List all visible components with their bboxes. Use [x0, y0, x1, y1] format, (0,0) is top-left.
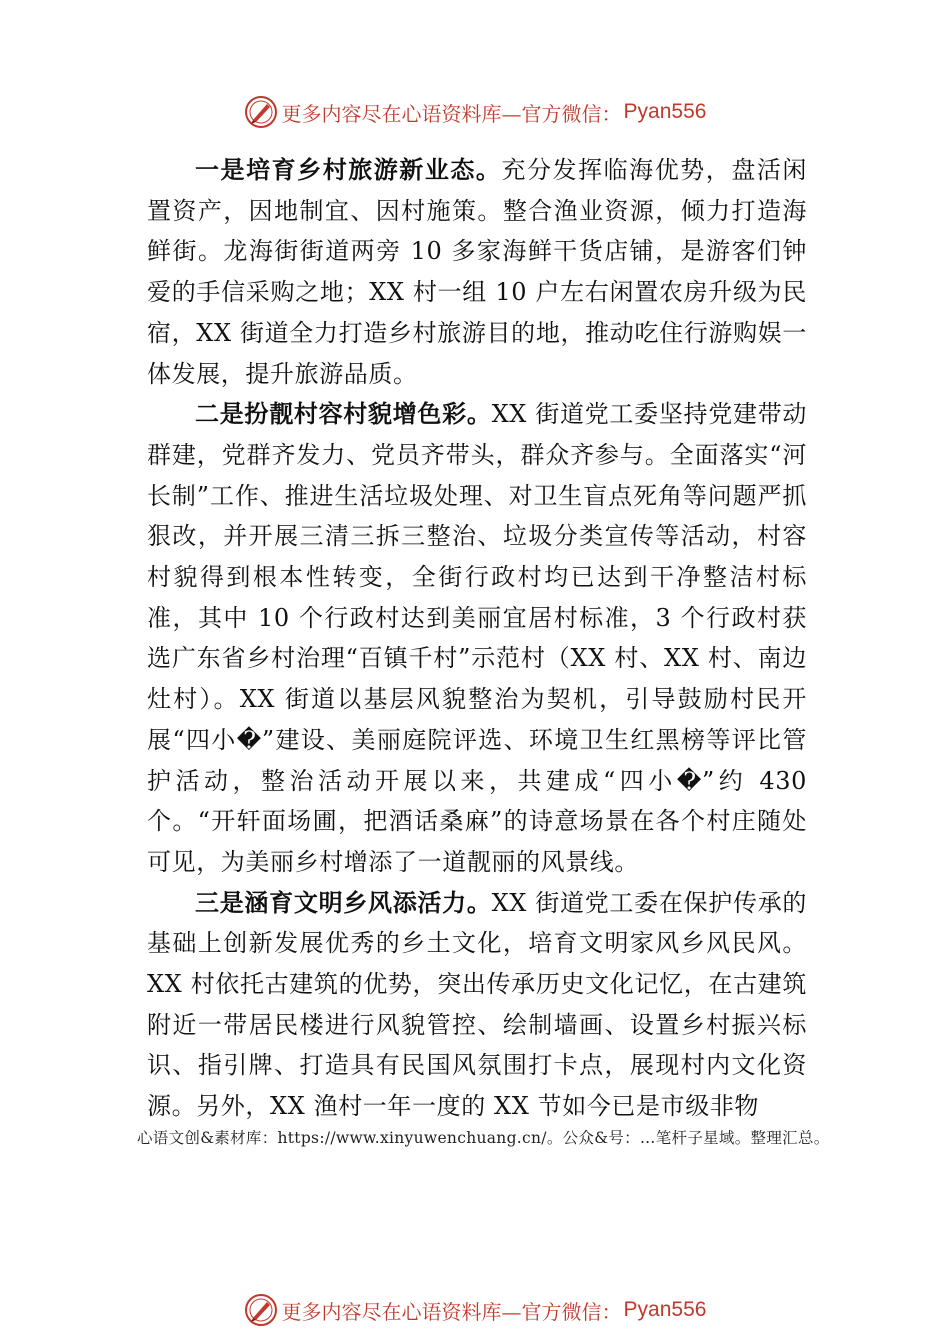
- paragraph-2-lead: 二是扮靓村容村貌增色彩。: [195, 399, 492, 429]
- footer-banner: [0, 1290, 950, 1330]
- paragraph-3-lead: 三是涵育文明乡风添活力。: [195, 887, 492, 917]
- pen-logo-icon: [244, 95, 278, 129]
- paragraph-1-lead: 一是培育乡村旅游新业态。: [195, 155, 502, 184]
- footer-banner-wechat-id: Pyan556: [623, 1298, 707, 1321]
- paragraph-1: [147, 150, 807, 394]
- paragraph-2-body: XX 街道党工委坚持党建带动群建，党群齐发力、党员齐带头，群众齐参与。全面落实“河长制”工作、推进生活垃圾处理、对卫生盲点死角等问题严抓狠改，并开展三清三拆三整治、垃圾分类宣传等活动，村容村貌得到根本性转变，全街行政村均已达到干净整洁村标准，其中 10 个行政村达到美丽宜居村标准，3 个行政村获选广东省乡村治理“百镇千村”示范村（XX 村、XX 村、南边灶村）。XX 街道以基层风貌整治为契机，引导鼓励村民开展“四小�”建设、美丽庭院评选、环境卫生红黑榜等评比管护活动，整治活动开展以来，共建成“四小�”约 430 个。“开轩面场圃，把酒话桑麻”的诗意场景在各个村庄随处可见，为美丽乡村增添了一道靓丽的风景线。: [147, 400, 808, 876]
- banner-text: 更多内容尽在心语资料库—官方微信：: [281, 101, 622, 126]
- footer-banner-text: 更多内容尽在心语资料库—官方微信：: [281, 1299, 622, 1324]
- header-banner: [0, 92, 950, 132]
- footer-note: 心语文创&素材库：https://www.xinyuwenchuang.cn/。公众&号：…笔杆子星域。整理汇总。: [137, 1129, 830, 1147]
- paragraph-1-body: 充分发挥临海优势，盘活闲置资产，因地制宜、因村施策。整合渔业资源，倾力打造海鲜街。龙海街街道两旁 10 多家海鲜干货店铺，是游客们钟爱的手信采购之地；XX 村一组 10 户左右闲置农房升级为民宿，XX 街道全力打造乡村旅游目的地，推动吃住行游购娱一体发展，提升旅游品质。: [147, 156, 807, 388]
- document-body: [147, 150, 807, 1127]
- pen-logo-icon: [244, 1293, 278, 1327]
- paragraph-2: [147, 394, 807, 882]
- paragraph-3: [147, 883, 807, 1127]
- paragraph-3-body: XX 街道党工委在保护传承的基础上创新发展优秀的乡土文化，培育文明家风乡风民风。XX 村依托古建筑的优势，突出传承历史文化记忆，在古建筑附近一带居民楼进行风貌管控、绘制墙画、设置乡村振兴标识、指引牌、打造具有民国风氛围打卡点，展现村内文化资源。另外，XX 渔村一年一度的 XX 节如今已是市级非物: [147, 888, 808, 1121]
- banner-wechat-id: Pyan556: [623, 100, 707, 123]
